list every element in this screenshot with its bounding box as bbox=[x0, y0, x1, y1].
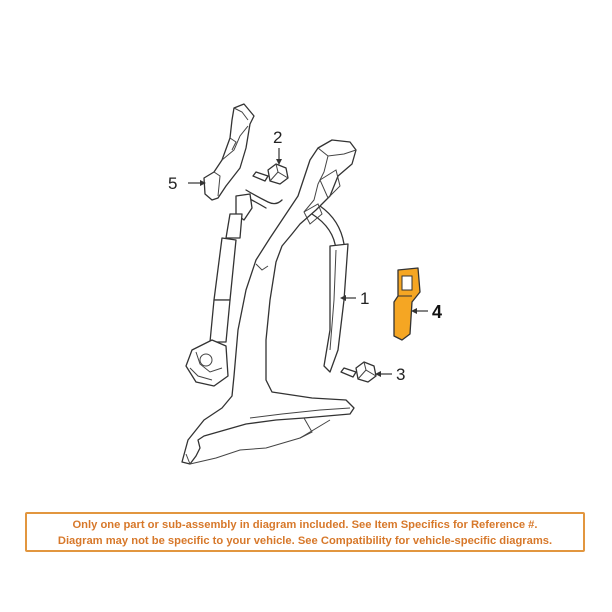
callout-4: 4 bbox=[432, 302, 443, 322]
disclaimer-line-1: Only one part or sub-assembly in diagram included. See Item Specifics for Reference #. bbox=[72, 519, 538, 531]
disclaimer-box bbox=[25, 512, 585, 552]
callout-3: 3 bbox=[396, 365, 406, 384]
part-4-highlighted-buckle bbox=[394, 268, 420, 340]
callout-2: 2 bbox=[273, 128, 283, 147]
disclaimer-line-2: Diagram may not be specific to your vehicle. See Compatibility for vehicle-specific diagrams. bbox=[57, 535, 553, 547]
part-5-upper-guide bbox=[204, 104, 254, 200]
part-3-bolt bbox=[341, 362, 376, 382]
callout-1: 1 bbox=[360, 289, 370, 308]
callout-5: 5 bbox=[168, 174, 178, 193]
part-2-bolt bbox=[253, 164, 288, 184]
